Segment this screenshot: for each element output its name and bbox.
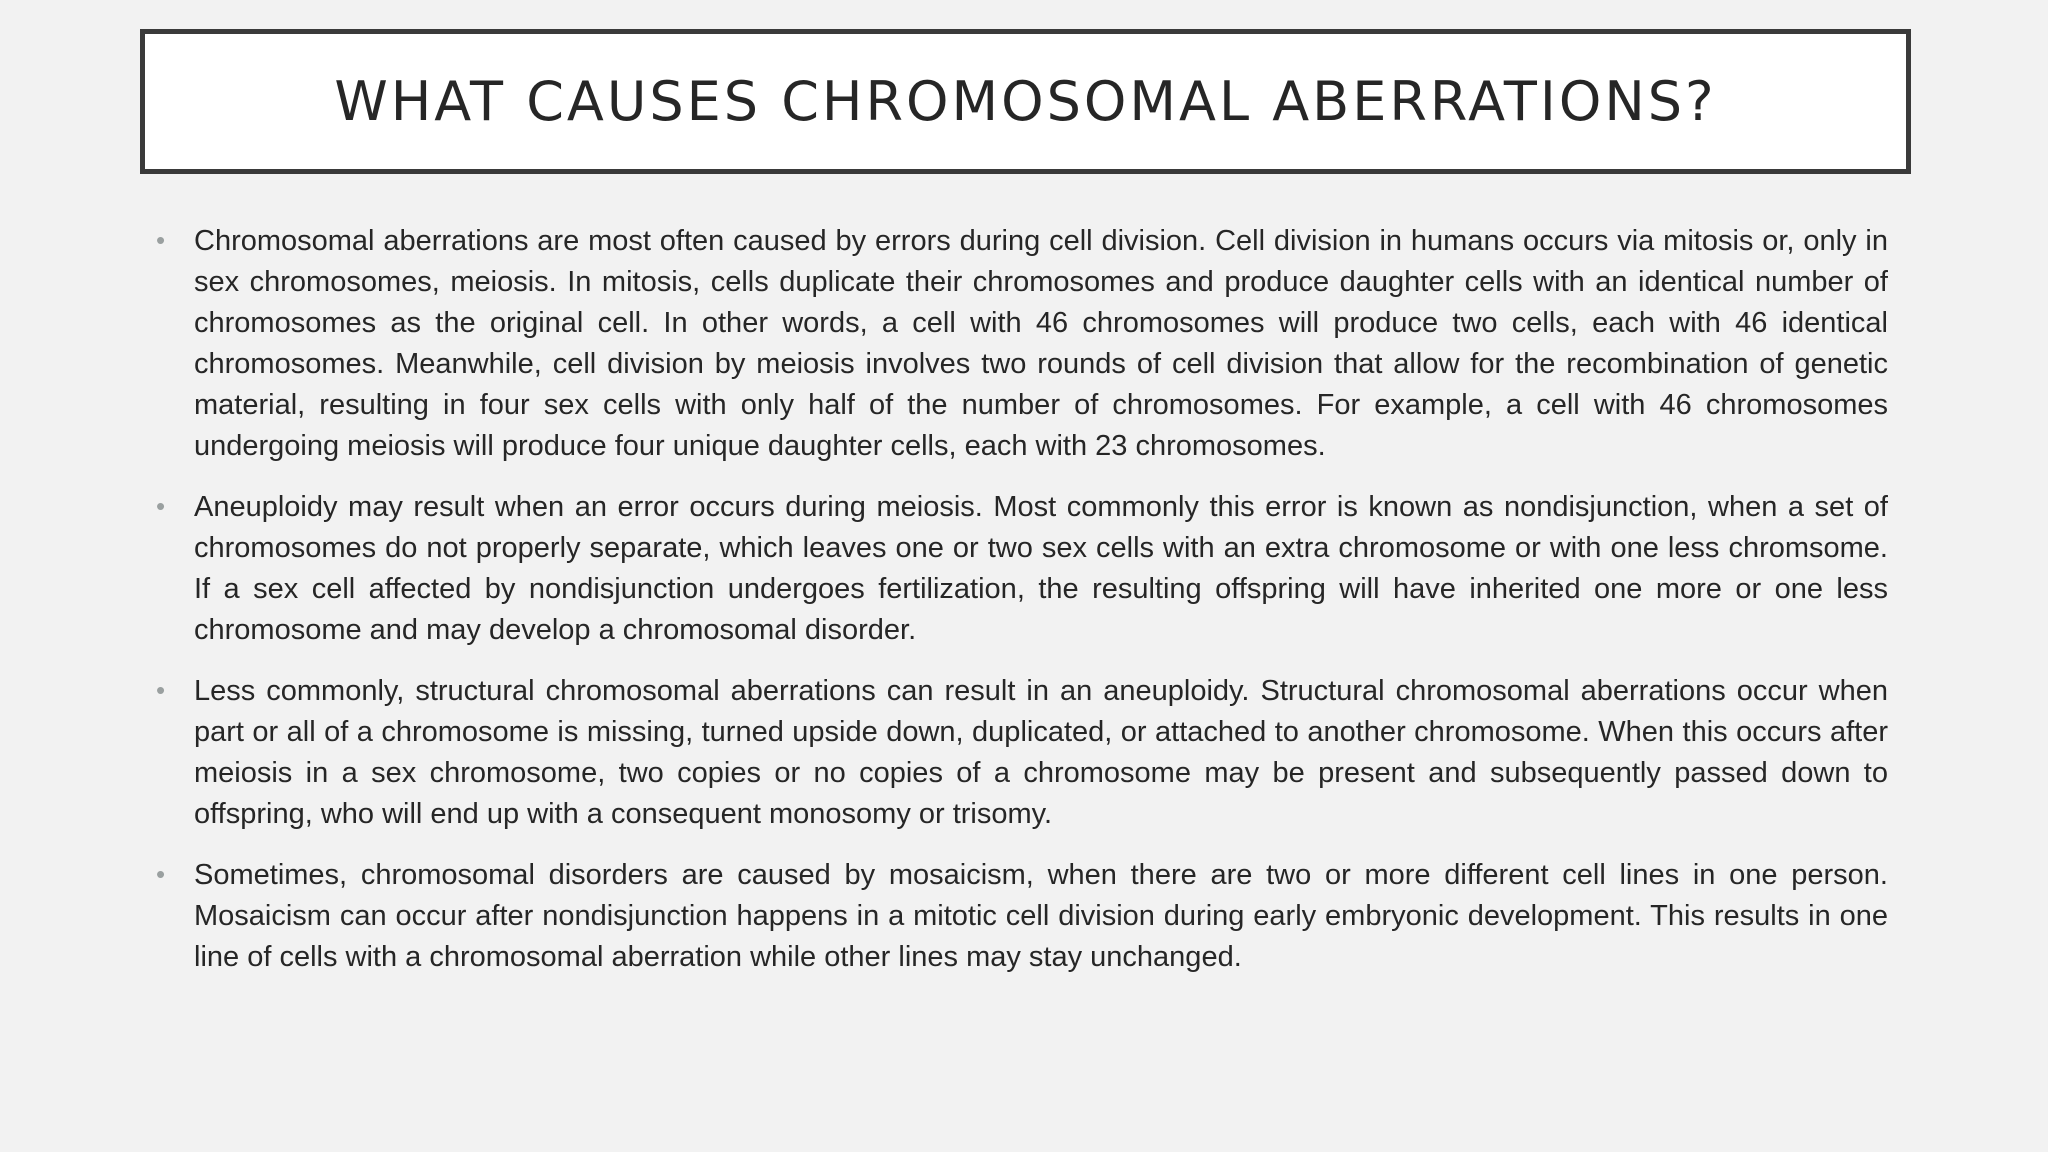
bullet-text: Aneuploidy may result when an error occurs during meiosis. Most commonly this error is known as nondisjunction, when a set of chromosomes do not properly separate, which leaves one or two sex cells with an extra chromosome or with one less chromsome. If a sex cell affected by nondisjunction undergoes fertilization, the resulting offspring will have inherited one more or one less chromosome and may develop a chromosomal disorder.: [194, 491, 1888, 646]
list-item: [152, 855, 1888, 978]
list-item: [152, 487, 1888, 651]
bullet-icon: •: [156, 675, 166, 705]
bullet-text: Sometimes, chromosomal disorders are caused by mosaicism, when there are two or more different cell lines in one person. Mosaicism can occur after nondisjunction happens in a mitotic cell division during early embryonic development. This results in one line of cells with a chromosomal aberration while other lines may stay unchanged.: [194, 859, 1888, 973]
bullet-icon: •: [156, 225, 166, 255]
title-box: [140, 29, 1911, 174]
slide-title: WHAT CAUSES CHROMOSOMAL ABERRATIONS?: [334, 70, 1717, 133]
list-item: [152, 671, 1888, 835]
bullet-icon: •: [156, 859, 166, 889]
bullet-icon: •: [156, 491, 166, 521]
bullet-list: [152, 221, 1888, 998]
list-item: [152, 221, 1888, 467]
bullet-text: Less commonly, structural chromosomal aberrations can result in an aneuploidy. Structural chromosomal aberrations occur when part or all of a chromosome is missing, turned upside down, duplicated, or attached to another chromosome. When this occurs after meiosis in a sex chromosome, two copies or no copies of a chromosome may be present and subsequently passed down to offspring, who will end up with a consequent monosomy or trisomy.: [194, 675, 1888, 830]
bullet-text: Chromosomal aberrations are most often caused by errors during cell division. Cell division in humans occurs via mitosis or, only in sex chromosomes, meiosis. In mitosis, cells duplicate their chromosomes and produce daughter cells with an identical number of chromosomes as the original cell. In other words, a cell with 46 chromosomes will produce two cells, each with 46 identical chromosomes. Meanwhile, cell division by meiosis involves two rounds of cell division that allow for the recombination of genetic material, resulting in four sex cells with only half of the number of chromosomes. For example, a cell with 46 chromosomes undergoing meiosis will produce four unique daughter cells, each with 23 chromosomes.: [194, 225, 1888, 462]
